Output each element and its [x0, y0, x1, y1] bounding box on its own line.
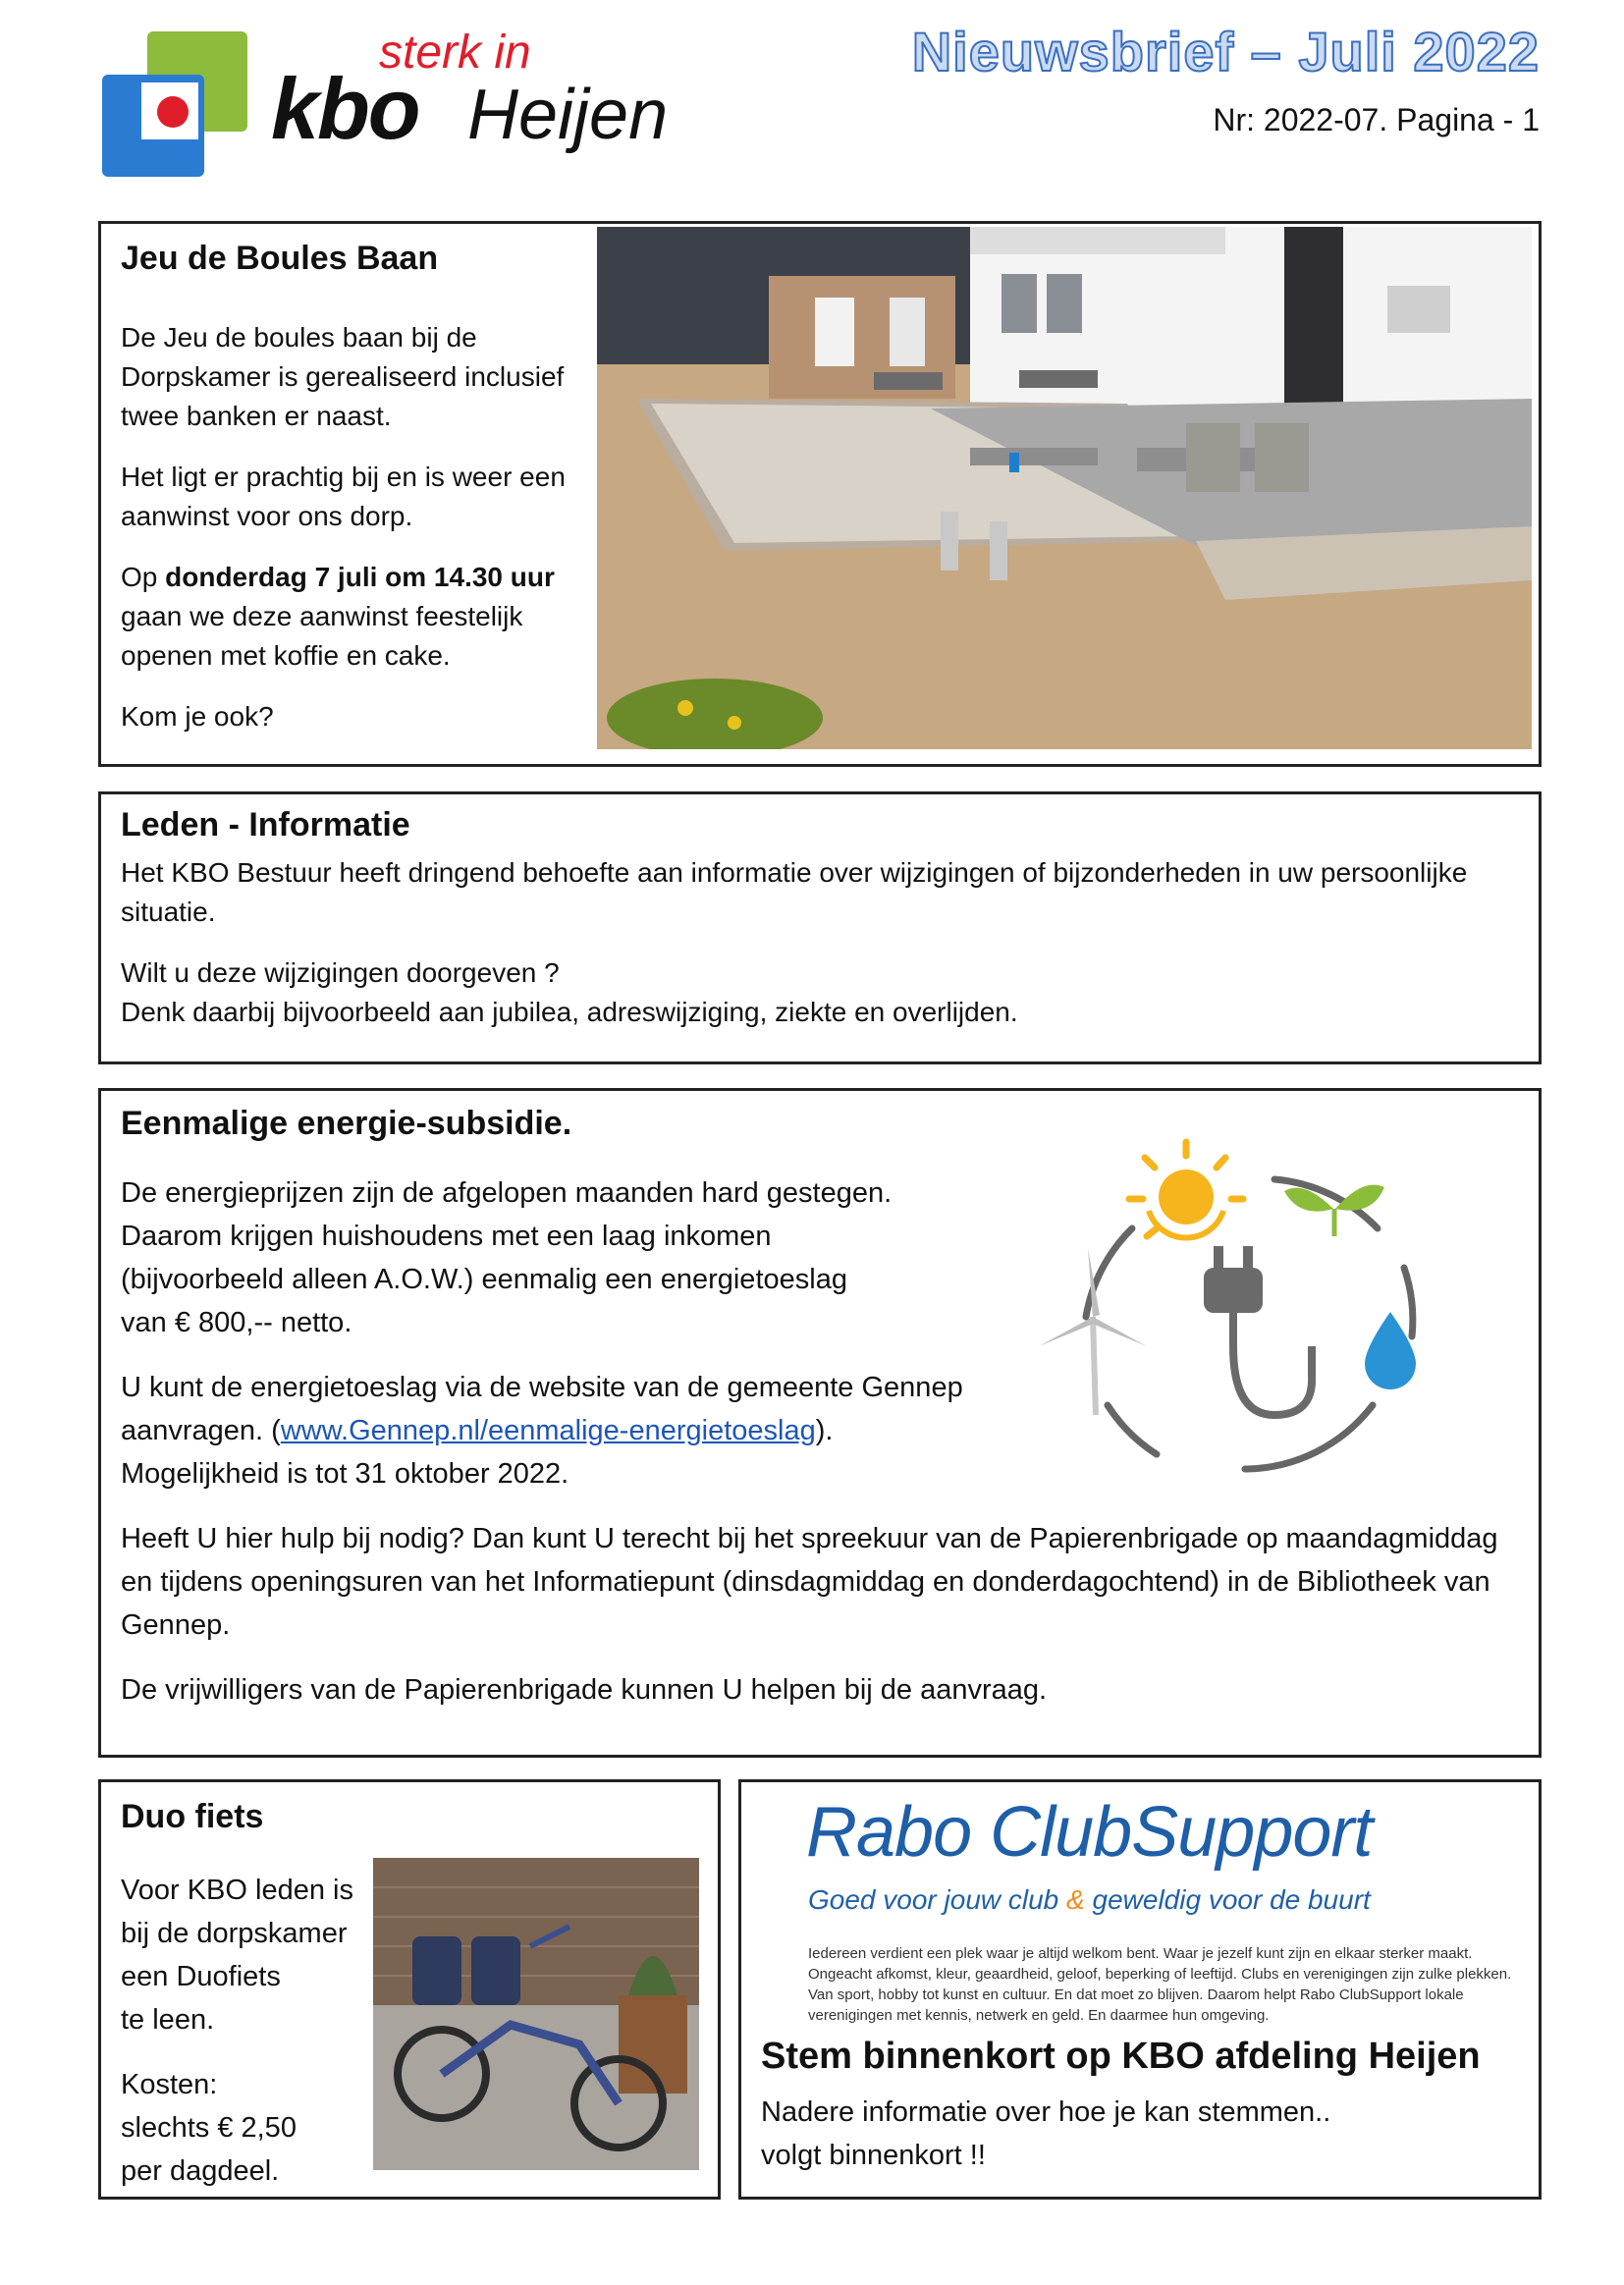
event-date: donderdag 7 juli om 14.30 uur	[165, 562, 555, 592]
logo-tagline: sterk in	[379, 27, 531, 79]
paragraph-line: Kosten:	[121, 2069, 218, 2100]
gennep-link[interactable]: www.Gennep.nl/eenmalige-energietoeslag	[280, 1415, 816, 1446]
rabo-title: Rabo ClubSupport	[806, 1793, 1373, 1872]
plug-icon	[1204, 1246, 1312, 1415]
paragraph: De vrijwilligers van de Papierenbrigade kunnen U helpen bij de aanvraag.	[121, 1674, 1048, 1706]
section-body	[761, 2091, 1507, 2177]
newsletter-number: Nr: 2022-07. Pagina - 1	[1213, 102, 1540, 137]
paragraph: Het KBO Bestuur heeft dringend behoefte aan informatie over wijzigingen of bijzonderheden in uw persoonlijke situatie.	[121, 857, 1468, 927]
paragraph-line: Voor KBO leden is	[121, 1875, 353, 1906]
section-body	[121, 318, 582, 758]
paragraph-line: van € 800,-- netto.	[121, 1307, 352, 1338]
logo-place: Heijen	[467, 76, 669, 154]
paragraph-line: Mogelijkheid is tot 31 oktober 2022.	[121, 1458, 569, 1490]
section-body	[121, 853, 1515, 1032]
energy-circle-illustration	[1039, 1120, 1451, 1503]
duo-fiets-section	[98, 1779, 721, 2200]
rabo-subtitle: Goed voor jouw club & geweldig voor de buurt	[808, 1884, 1371, 1915]
paragraph-line: slechts € 2,50	[121, 2112, 297, 2144]
paragraph-line: Nadere informatie over hoe je kan stemmen..	[761, 2096, 1331, 2128]
section-title: Jeu de Boules Baan	[121, 240, 439, 277]
section-body	[121, 1869, 376, 2193]
paragraph-line: Wilt u deze wijzigingen doorgeven ?	[121, 957, 560, 988]
rabo-clubsupport-section	[738, 1779, 1542, 2200]
section-title: Duo fiets	[121, 1798, 264, 1835]
paragraph: Op donderdag 7 juli om 14.30 uur gaan we deze aanwinst feestelijk openen met koffie en cake.	[121, 562, 555, 671]
paragraph-line: Denk daarbij bijvoorbeeld aan jubilea, adreswijziging, ziekte en overlijden.	[121, 997, 1018, 1027]
paragraph-line: een Duofiets	[121, 1961, 281, 1992]
paragraph-line: (bijvoorbeeld alleen A.O.W.) eenmalig een energietoeslag	[121, 1264, 847, 1295]
duo-bike-photo	[373, 1858, 699, 2170]
leden-informatie-section	[98, 791, 1542, 1064]
kbo-logo	[102, 27, 691, 189]
paragraph-line: te leen.	[121, 2004, 215, 2036]
jeu-de-boules-photo	[597, 227, 1532, 749]
stem-heading: Stem binnenkort op KBO afdeling Heijen	[761, 2036, 1481, 2077]
section-title: Leden - Informatie	[121, 806, 410, 843]
sun-icon	[1129, 1142, 1243, 1238]
paragraph: De Jeu de boules baan bij de Dorpskamer is gerealiseerd inclusief twee banken er naast.	[121, 322, 565, 431]
logo-brand: kbo	[271, 60, 419, 157]
paragraph: Kom je ook?	[121, 701, 274, 732]
paragraph-line: U kunt de energietoeslag via de website van de gemeente Gennep	[121, 1372, 963, 1403]
paragraph: Heeft U hier hulp bij nodig? Dan kunt U terecht bij het spreekuur van de Papierenbrigade op maandagmiddag en tijdens openingsuren van het Informatiepunt (dinsdagmiddag en donderdagochtend) in de Bibliotheek van Gennep.	[121, 1523, 1498, 1641]
newsletter-title: Nieuwsbrief – Juli 2022	[911, 21, 1540, 82]
energie-subsidie-section	[98, 1088, 1542, 1758]
rabo-description: Iedereen verdient een plek waar je altijd welkom bent. Waar je jezelf kunt zijn en elkaar sterker maakt. Ongeacht afkomst, kleur, geaardheid, geloof, beperking of leeftijd. Clubs en verenigingen zijn zulke plekken. Van sport, hobby tot kunst en cultuur. En dat moet zo blijven. Daarom helpt Rabo ClubSupport lokale verenigingen met kennis, netwerk en geld. En daarmee hun omgeving.	[808, 1945, 1512, 2024]
water-drop-icon	[1365, 1312, 1416, 1389]
logo-red-dot	[157, 96, 189, 128]
paragraph-line: bij de dorpskamer	[121, 1918, 348, 1949]
section-title: Eenmalige energie-subsidie.	[121, 1105, 572, 1142]
paragraph-line: De energieprijzen zijn de afgelopen maanden hard gestegen.	[121, 1177, 893, 1209]
paragraph-line: per dagdeel.	[121, 2155, 280, 2187]
paragraph-line: aanvragen. (www.Gennep.nl/eenmalige-energietoeslag).	[121, 1415, 834, 1446]
jeu-de-boules-section	[98, 221, 1542, 767]
paragraph-line: volgt binnenkort !!	[761, 2140, 986, 2171]
paragraph: Het ligt er prachtig bij en is weer een aanwinst voor ons dorp.	[121, 462, 566, 531]
wind-turbine-icon	[1039, 1248, 1147, 1415]
paragraph-line: Daarom krijgen huishoudens met een laag inkomen	[121, 1221, 772, 1252]
